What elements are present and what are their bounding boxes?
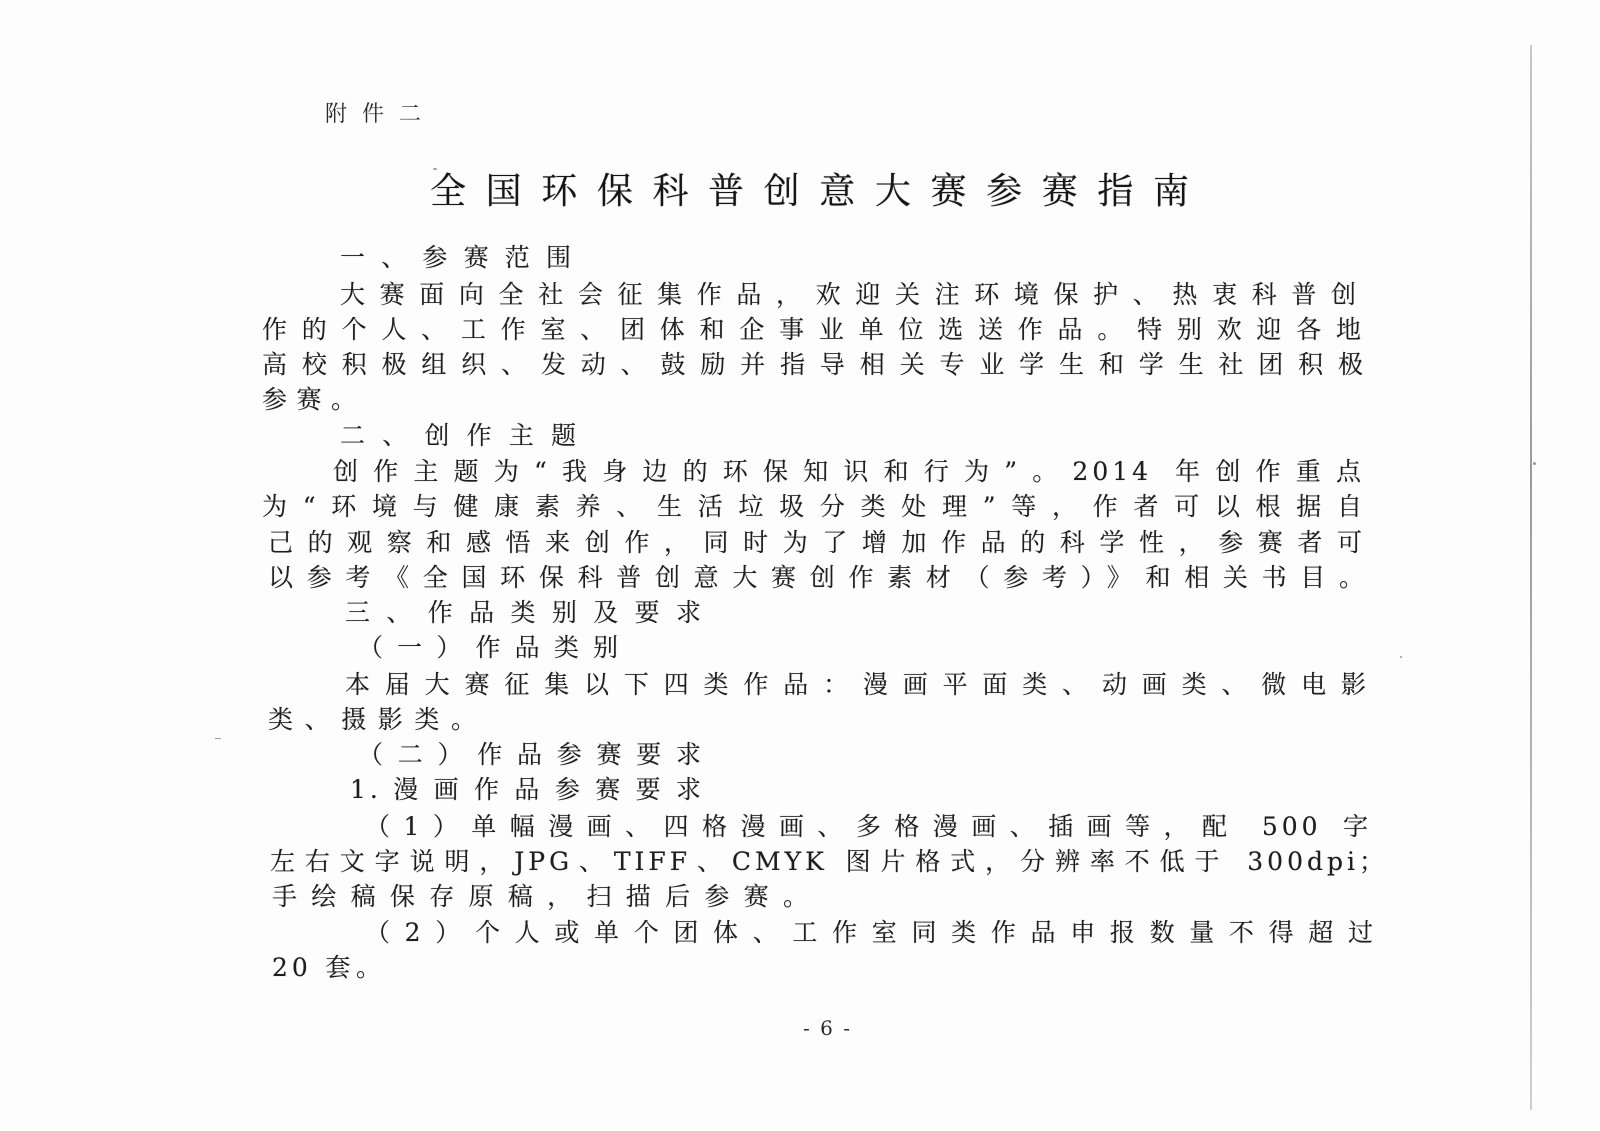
section-heading: 二、创作主题 [340,421,580,450]
body-line: 左右文字说明，JPG、TIFF、CMYK 图片格式，分辨率不低于 300dpi； [270,847,1388,876]
attachment-label: 附件二 [325,102,425,127]
scan-speck [1400,656,1402,658]
scan-edge-line [1530,45,1532,1110]
body-line: 己的观察和感悟来创作，同时为了增加作品的科学性，参赛者可 [268,528,1366,557]
body-line: 手绘稿保存原稿，扫描后参赛。 [272,882,812,911]
section-heading: 一、参赛范围 [340,243,575,272]
section-heading: 三、作品类别及要求 [345,598,705,627]
body-line: 创作主题为“我身边的环保知识和行为”。2014 年创作重点 [333,457,1365,486]
body-line: 大赛面向全社会征集作品，欢迎关注环境保护、热衷科普创 [340,280,1360,309]
body-line: （1）单幅漫画、四格漫画、多格漫画、插画等，配 500 字 [365,812,1372,841]
subsection-heading: （二）作品参赛要求 [358,740,705,769]
page-number: - 6 - [803,1016,852,1040]
document-title: 全国环保科普创意大赛参赛指南 [430,171,1195,212]
scan-speck [215,738,221,739]
body-line: 作的个人、工作室、团体和企事业单位选送作品。特别欢迎各地 [262,315,1365,344]
body-line: 以参考《全国环保科普创意大赛创作素材（参考）》和相关书目。 [268,563,1368,592]
body-line: 20 套。 [272,953,385,982]
body-line: 类、摄影类。 [268,705,480,734]
scan-speck [433,168,437,170]
scan-speck [1533,462,1536,465]
body-line: （2）个人或单个团体、工作室同类作品申报数量不得超过 [365,918,1377,947]
subsection-heading: （一）作品类别 [358,633,622,662]
body-line: 高校积极组织、发动、鼓励并指导相关专业学生和学生社团积极 [262,350,1367,379]
body-line: 本届大赛征集以下四类作品：漫画平面类、动画类、微电影 [345,670,1370,699]
body-line: 参赛。 [262,385,360,414]
body-line: 为“环境与健康素养、生活垃圾分类处理”等，作者可以根据自 [262,492,1366,521]
item-heading: 1.漫画作品参赛要求 [350,775,705,804]
